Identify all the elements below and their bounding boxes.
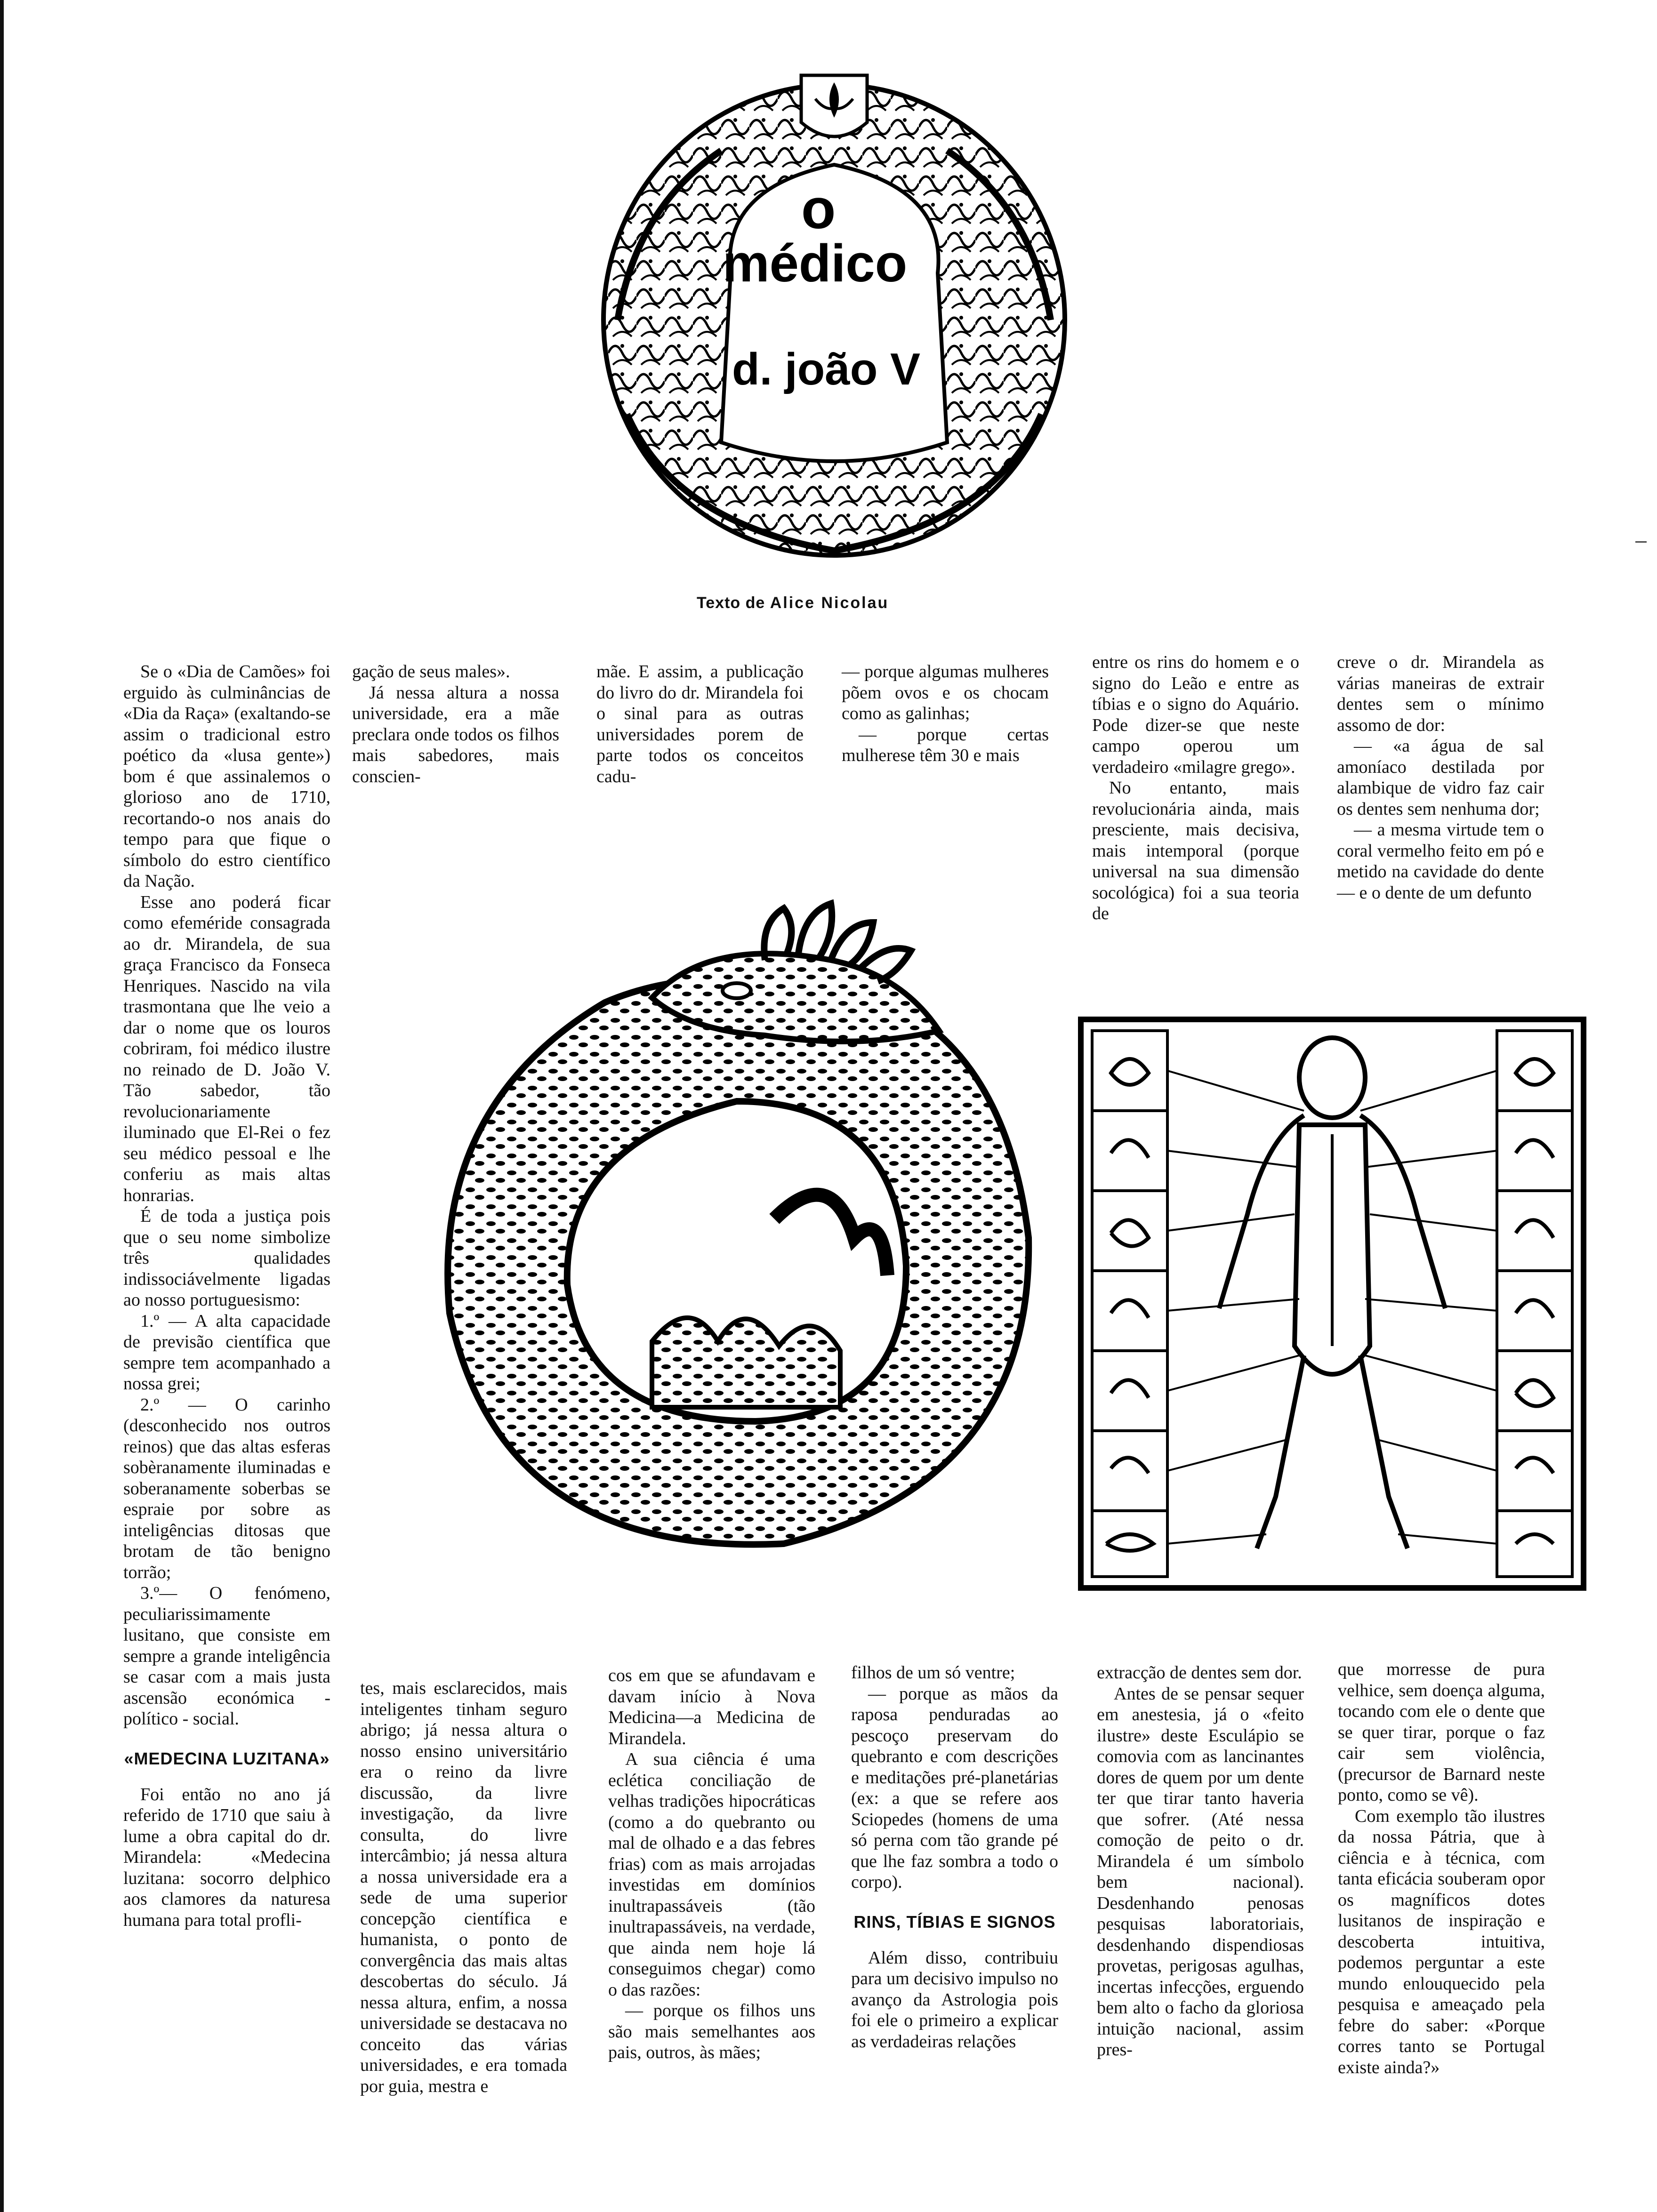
column-6-top bbox=[1337, 652, 1544, 903]
paragraph: — porque os filhos uns são mais semelhantes aos pais, outros, às mães; bbox=[608, 2001, 815, 2062]
title-word-medico: médico bbox=[723, 234, 908, 293]
column-3-bottom bbox=[608, 1665, 815, 2063]
paragraph: No entanto, mais revolucionária ainda, mais presciente, mais decisiva, mais intemporal (porque universal na sua dimensão socológica) foi a sua teoria de bbox=[1092, 778, 1299, 923]
title-word-o: o bbox=[801, 177, 836, 240]
fleur-de-lis-shield-icon bbox=[801, 75, 867, 136]
paragraph: — porque as mãos da raposa penduradas ao pescoço preservam do quebranto e com descrições e meditações pré-planetárias (ex: a que se refere aos Sciopedes (homens de uma só perna com tão grande pé que lhe faz sombra a todo o corpo). bbox=[851, 1683, 1058, 1892]
paragraph: 1.º — A alta capacidade de previsão científica que sempre tem acompanhado a nossa grei; bbox=[123, 1311, 330, 1394]
paragraph: É de toda a justiça pois que o seu nome simbolize três qualidades indissociávelmente ligadas ao nosso portuguesismo: bbox=[123, 1206, 330, 1310]
column-4-bottom bbox=[851, 1662, 1058, 2052]
column-4-top bbox=[842, 661, 1049, 766]
column-2-top bbox=[352, 661, 559, 787]
paragraph: filhos de um só ventre; bbox=[851, 1663, 1015, 1683]
paragraph: cos em que se afundavam e davam início à Nova Medicina—a Medicina de Mirandela. bbox=[608, 1666, 815, 1748]
paragraph: entre os rins do homem e o signo do Leão e entre as tíbias e o signo do Aquário. Pode dizer-se que neste campo operou um verdadeiro «milagre grego». bbox=[1092, 652, 1299, 777]
paragraph: A sua ciência é uma eclética conciliação de velhas tradições hipocráticas (como a do quebranto ou mal de olhado e a das febres frias) com as mais arrojadas investidas em domínios inultrapassáveis (tão inultrapassáveis, na verdade, que ainda nem hoje lá conseguimos chegar) como o das razões: bbox=[608, 1749, 815, 2000]
title-word-dom-joao-v: d. joão V bbox=[732, 344, 921, 394]
paragraph: 3.º— O fenómeno, peculiarissimamente lusitano, que consiste em sempre a grande inteligência se casar com a mais justa ascensão económica - político - social. bbox=[123, 1583, 330, 1729]
paragraph: Se o «Dia de Camões» foi erguido às culminâncias de «Dia da Raça» (exaltando-se assim o tradicional estro poético da «lusa gente») bom é que assinalemos o glorioso ano de 1710, recortando-o nos anais do tempo para que fique o símbolo do estro científico da Nação. bbox=[123, 662, 330, 891]
column-6-bottom bbox=[1338, 1659, 1545, 2078]
section-heading: «MEDECINA LUZITANA» bbox=[124, 1748, 330, 1768]
paragraph: Foi então no ano já referido de 1710 que saiu à lume a obra capital do dr. Mirandela: «Medecina luzitana: socorro delphico aos clamores da naturesa humana para total profli- bbox=[123, 1784, 330, 1930]
byline bbox=[697, 594, 889, 612]
paragraph: extracção de dentes sem dor. bbox=[1097, 1663, 1302, 1683]
paragraph: Além disso, contribuiu para um decisivo impulso no avanço da Astrologia pois foi ele o primeiro a explicar as verdadeiras relações bbox=[851, 1948, 1058, 2052]
section-heading: RINS, TÍBIAS E SIGNOS bbox=[853, 1912, 1056, 1931]
byline-author: Alice Nicolau bbox=[770, 594, 889, 612]
column-1 bbox=[123, 661, 330, 1931]
ouroboros-serpent-illustration bbox=[360, 880, 1113, 1652]
paragraph: Antes de se pensar sequer em anestesia, já o «feito ilustre» deste Esculápio se comovia com as lancinantes dores de quem por um dente ter que tirar tanto haveria que sofrer. (Até nessa comoção de peito o dr. Mirandela é um símbolo bem nacional). Desdenhando penosas pesquisas laboratoriais, desdenhando dispendiosas provetas, perigosas agulhas, incertas infecções, erguendo bem alto o facho da gloriosa intuição nacional, assim pres- bbox=[1097, 1683, 1304, 2060]
paragraph: 2.º — O carinho (desconhecido nos outros reinos) que das altas esferas sobèranamente iluminadas e soberanamente soberbas se espraie por sobre as inteligências ditosas que brotam de tão benigno torrão; bbox=[123, 1395, 330, 1582]
paragraph: creve o dr. Mirandela as várias maneiras de extrair dentes sem o mínimo assomo de dor: bbox=[1337, 652, 1544, 735]
paragraph: — porque certas mulherese têm 30 e mais bbox=[842, 724, 1049, 765]
paragraph: Com exemplo tão ilustres da nossa Pátria, que à ciência e à técnica, com tanta eficácia souberam opor os magníficos dotes lusitanos de inspiração e descoberta intuitiva, podemos perguntar a este mundo enlouquecido pela pesquisa e ameaçado pela febre do saber: «Porque corres tanto se Portugal existe ainda?» bbox=[1338, 1806, 1545, 2077]
paragraph: — «a água de sal amoníaco destilada por alambique de vidro faz cair os dentes sem nenhuma dor; bbox=[1337, 736, 1544, 819]
ornamental-title-frame bbox=[580, 28, 1088, 569]
byline-prefix: Texto de bbox=[697, 594, 765, 612]
paragraph: gação de seus males». bbox=[352, 662, 510, 681]
paragraph: tes, mais esclarecidos, mais inteligentes tinham seguro abrigo; já nessa altura o nosso ensino universitário era o reino da livre discussão, da livre investigação, da livre consulta, do livre intercâmbio; já nessa altura a nossa universidade era a sede de uma superior concepção científica e humanista, o ponto de convergência das mais altas descobertas do século. Já nessa altura, enfim, a nossa universidade se destacava no conceito das várias universidades, e era tomada por guia, mestra e bbox=[360, 1678, 567, 2096]
paragraph: Esse ano poderá ficar como efeméride consagrada ao dr. Mirandela, de sua graça Francisco da Fonseca Henriques. Nascido na vila trasmontana que lhe veio a dar o nome que os louros cobriram, foi médico ilustre no reinado de D. João V. Tão sabedor, tão revolucionariamente iluminado que El-Rei o fez seu médico pessoal e lhe conferiu as mais altas honrarias. bbox=[123, 892, 330, 1205]
paragraph: — porque algumas mulheres põem ovos e os chocam como as galinhas; bbox=[842, 662, 1049, 723]
column-5-top bbox=[1092, 652, 1299, 924]
paragraph: — a mesma virtude tem o coral vermelho feito em pó e metido na cavidade do dente — e o dente de um defunto bbox=[1337, 820, 1544, 903]
paragraph: Já nessa altura a nossa universidade, era a mãe preclara onde todos os filhos mais sabedores, mais conscien- bbox=[352, 682, 559, 786]
column-2-bottom bbox=[360, 1678, 567, 2097]
paragraph: mãe. E assim, a publicação do livro do dr. Mirandela foi o sinal para as outras universidades porem de parte todos os conceitos cadu- bbox=[596, 662, 804, 786]
margin-mark bbox=[1635, 541, 1647, 543]
paragraph: que morresse de pura velhice, sem doença alguma, tocando com ele o dente que se quer tirar, porque o faz cair sem violência, (precursor de Barnard neste ponto, como se vê). bbox=[1338, 1659, 1545, 1805]
column-5-bottom bbox=[1097, 1662, 1304, 2060]
zodiac-man-woodcut-illustration bbox=[1078, 1017, 1586, 1591]
column-3-top bbox=[596, 661, 804, 787]
